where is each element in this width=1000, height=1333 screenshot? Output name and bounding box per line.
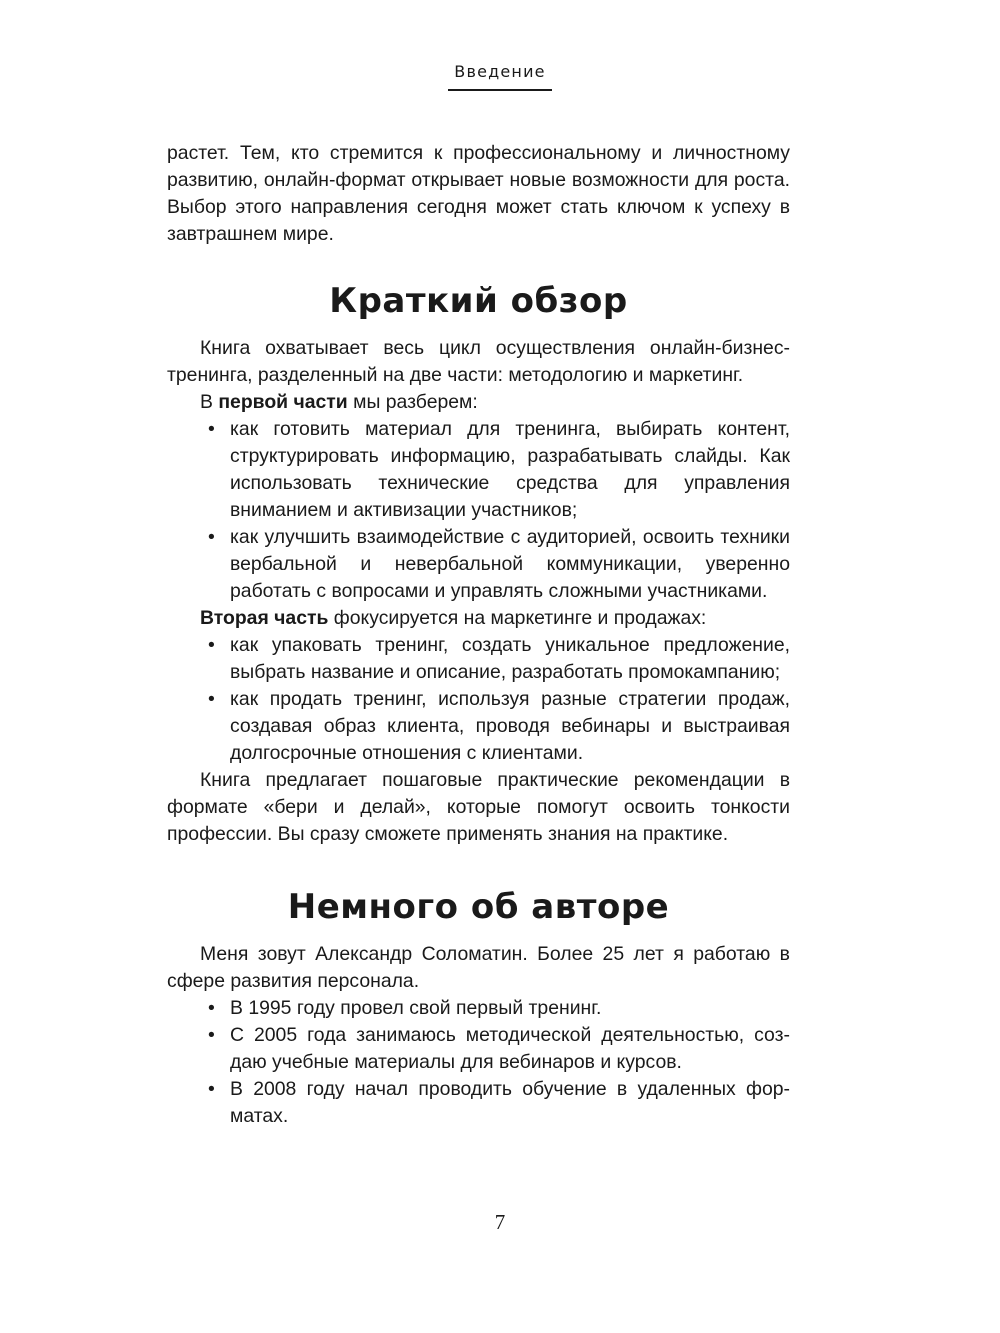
- part2-lead: [167, 605, 790, 632]
- part1-list: [167, 416, 790, 605]
- list-item: • как упаковать тренинг, создать уникальное предложение, выбрать название и описание, разработать промокампанию;: [230, 632, 790, 686]
- list-item: • В 2008 году начал проводить обучение в удаленных форматах.: [230, 1076, 790, 1130]
- overview-paragraph: Книга охватывает весь цикл осуществления онлайн-бизнес-тренинга, разделенный на две части: методологию и маркетинг.: [167, 337, 790, 386]
- page-number: 7: [494, 1210, 506, 1234]
- author-list: [167, 995, 790, 1130]
- list-item: • как улучшить взаимодействие с аудиторией, освоить техники вербальной и невербальной коммуникации, уверенно работать с вопросами и управлять сложными участниками.: [230, 524, 790, 605]
- part1-lead-suffix: мы разберем:: [347, 391, 478, 413]
- overview-heading: Краткий обзор: [329, 281, 628, 321]
- part2-lead-bold: Вторая часть: [200, 607, 329, 629]
- list-item: • как готовить материал для тренинга, выбирать контент, структурировать информацию, разрабатывать слайды. Как использовать технические средства для управления вниманием и активизации участников;: [230, 416, 790, 524]
- author-paragraph: Меня зовут Александр Соломатин. Более 25 лет я работаю в сфере развития персонала.: [167, 943, 790, 992]
- list-item: • С 2005 года занимаюсь методической деятельностью, создаю учебные материалы для вебинаров и курсов.: [230, 1022, 790, 1076]
- page-body: [167, 140, 790, 1130]
- intro-paragraph: растет. Тем, кто стремится к профессиональному и личностному развитию, онлайн-формат открывает новые возможности для роста. Выбор этого направления сегодня может стать ключом к успеху в завтрашнем мире.: [167, 142, 790, 245]
- author-heading: Немного об авторе: [287, 887, 670, 927]
- part1-lead-prefix: В: [200, 391, 219, 413]
- running-title: Введение: [448, 62, 551, 91]
- overview-closing: Книга предлагает пошаговые практические рекомендации в формате «бери и делай», которые помогут освоить тонкости профессии. Вы сразу сможете применять знания на практике.: [167, 769, 790, 845]
- list-item: • В 1995 году провел свой первый тренинг.: [230, 995, 790, 1022]
- list-item: • как продать тренинг, используя разные стратегии продаж, создавая образ клиента, проводя вебинары и выстраивая долгосрочные отношения с клиентами.: [230, 686, 790, 767]
- part1-lead-bold: первой части: [218, 391, 348, 413]
- part2-list: [167, 632, 790, 767]
- part2-lead-suffix: фокусируется на маркетинге и продажах:: [328, 607, 707, 629]
- running-header: [0, 62, 1000, 91]
- part1-lead: [167, 389, 790, 416]
